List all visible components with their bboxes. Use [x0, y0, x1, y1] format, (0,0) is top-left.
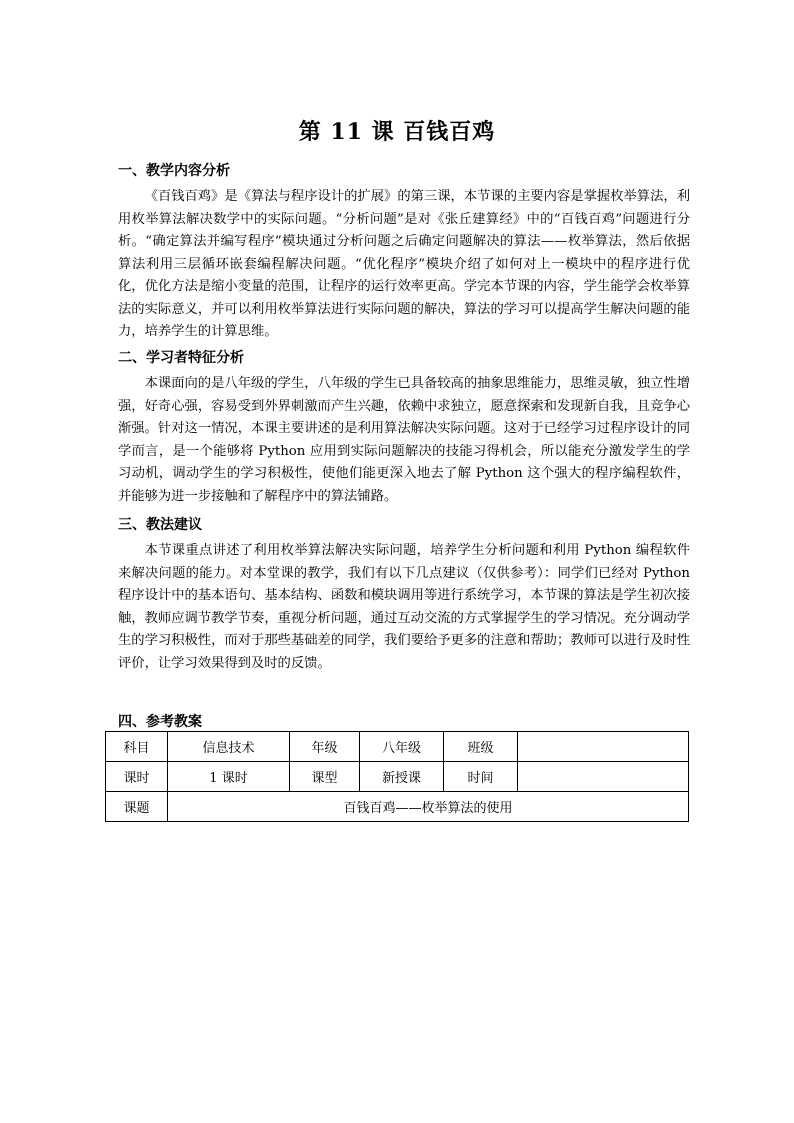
table-row: [106, 762, 689, 792]
table-cell: 科目: [106, 732, 168, 762]
table-cell: 课题: [106, 792, 168, 822]
table-cell: 信息技术: [168, 732, 290, 762]
table-row: [106, 732, 689, 762]
table-cell: [518, 762, 689, 792]
section-paragraph: 《百钱百鸡》是《算法与程序设计的扩展》的第三课，本节课的主要内容是掌握枚举算法，利用枚举算法解决数学中的实际问题。“分析问题”是对《张丘建算经》中的“百钱百鸡”问题进行分析。“确定算法并编写程序”模块通过分析问题之后确定问题解决的算法——枚举算法，然后依据算法利用三层循环嵌套编程解决问题。“优化程序”模块介绍了如何对上一模块中的程序进行优化，优化方法是缩小变量的范围，让程序的运行效率更高。学完本节课的内容，学生能学会枚举算法的实际意义，并可以利用枚举算法进行实际问题的解决，算法的学习可以提高学生解决问题的能力，培养学生的计算思维。: [118, 189, 690, 339]
table-cell: 课型: [290, 762, 360, 792]
section-teaching-suggestions: [118, 514, 690, 675]
table-cell: 年级: [290, 732, 360, 762]
lesson-plan-table: [105, 731, 689, 822]
section-paragraph: 本课面向的是八年级的学生，八年级的学生已具备较高的抽象思维能力，思维灵敏，独立性增强，好奇心强，容易受到外界刺激而产生兴趣，依赖中求独立，愿意探索和发现新自我，且竞争心渐强。针对这一情况，本课主要讲述的是利用算法解决实际问题。这对于已经学习过程序设计的同学而言，是一个能够将 Python 应用到实际问题解决的技能习得机会，所以能充分激发学生的学习动机，调动学生的学习积极性，使他们能更深入地去了解 Python 这个强大的程序编程软件，并能够为进一步接触和了解程序中的算法铺路。: [118, 376, 690, 504]
section-heading: 四、参考教案: [118, 714, 202, 730]
section-learner-analysis: [118, 347, 690, 508]
table-cell: 时间: [444, 762, 518, 792]
section-paragraph: 本节课重点讲述了利用枚举算法解决实际问题，培养学生分析问题和利用 Python 编程软件来解决问题的能力。对本堂课的教学，我们有以下几点建议（仅供参考）：同学们已经对 Python 程序设计中的基本语句、基本结构、函数和模块调用等进行系统学习，本节课的算法是学生初次接触，教师应调节教学节奏，重视分析问题，通过互动交流的方式掌握学生的学习情况。充分调动学生的学习积极性，而对于那些基础差的同学，我们要给予更多的注意和帮助；教师可以进行及时性评价，让学习效果得到及时的反馈。: [118, 543, 690, 671]
section-heading: 三、教法建议: [118, 517, 202, 533]
section-content-analysis: [118, 160, 690, 344]
table-row: [106, 792, 689, 822]
table-cell: 班级: [444, 732, 518, 762]
table-cell: 八年级: [360, 732, 444, 762]
page-title: 第 11 课 百钱百鸡: [298, 119, 496, 145]
section-heading: 二、学习者特征分析: [118, 350, 244, 366]
table-cell: 百钱百鸡——枚举算法的使用: [168, 792, 689, 822]
table-cell: [518, 732, 689, 762]
table-cell: 1 课时: [168, 762, 290, 792]
table-cell: 新授课: [360, 762, 444, 792]
section-heading: 一、教学内容分析: [118, 163, 230, 179]
table-cell: 课时: [106, 762, 168, 792]
